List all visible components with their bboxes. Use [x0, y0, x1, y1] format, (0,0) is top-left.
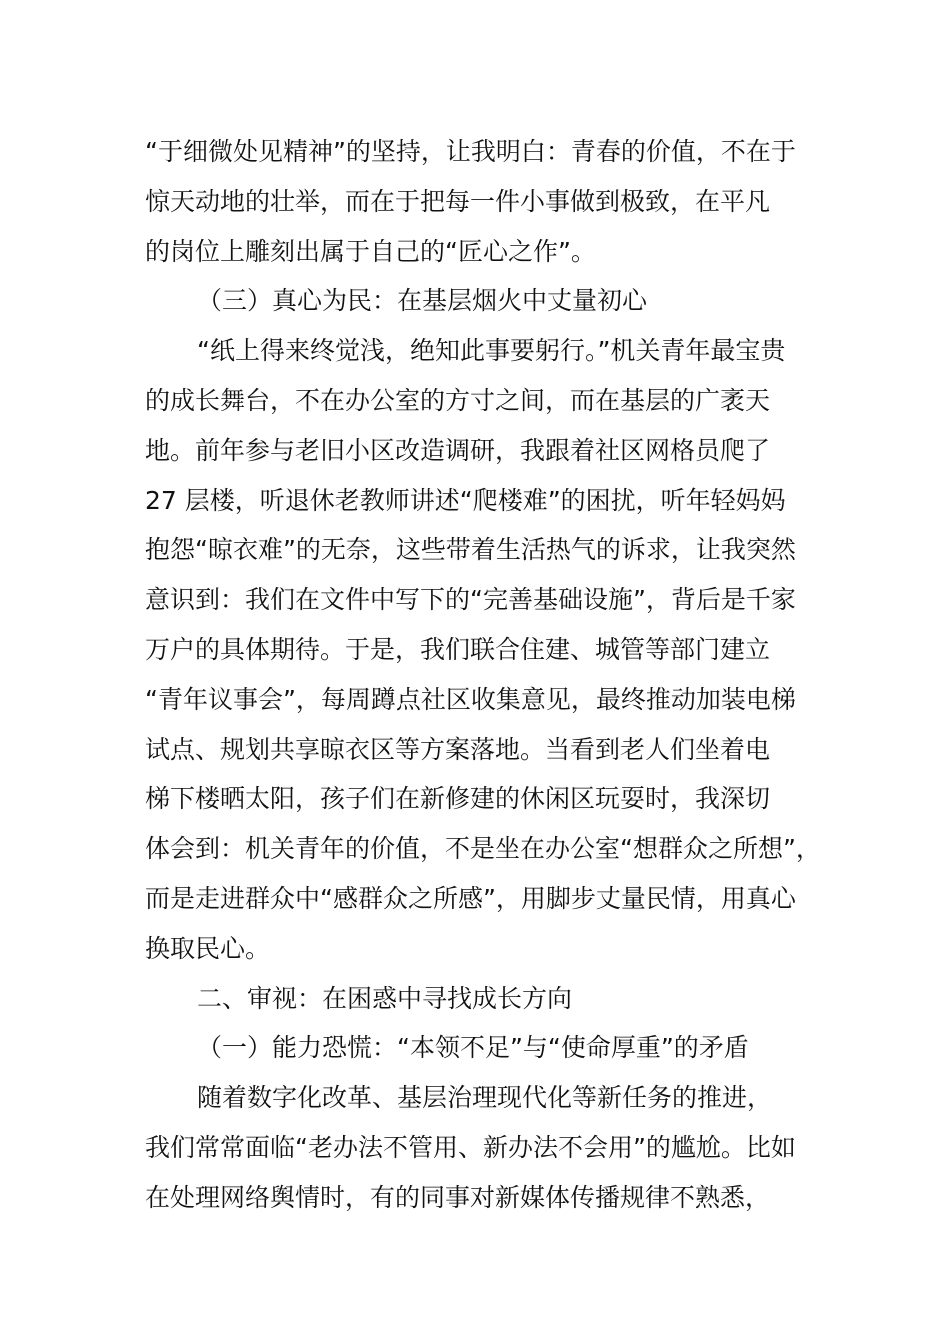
text-line: 在处理网络舆情时，有的同事对新媒体传播规律不熟悉， — [145, 1182, 771, 1212]
text-line: “于细微处见精神”的坚持，让我明白：青春的价值，不在于 — [145, 137, 796, 166]
text-line: 地。前年参与老旧小区改造调研，我跟着社区网格员爬了 — [145, 435, 771, 465]
chapter-heading: 二、审视：在困惑中寻找成长方向 — [197, 983, 573, 1013]
text-line: 抱怨“晾衣难”的无奈，这些带着生活热气的诉求，让我突然 — [145, 535, 796, 565]
text-line: 的成长舞台，不在办公室的方寸之间，而在基层的广袤天 — [145, 385, 771, 415]
text-line: 梯下楼晒太阳，孩子们在新修建的休闲区玩耍时，我深切 — [145, 784, 771, 814]
text-line: 惊天动地的壮举，而在于把每一件小事做到极致，在平凡 — [145, 186, 771, 216]
section-heading: （三）真心为民：在基层烟火中丈量初心 — [197, 286, 648, 316]
paragraph-start: “纸上得来终觉浅，绝知此事要躬行。”机关青年最宝贵 — [197, 336, 786, 366]
text-line: “青年议事会”，每周蹲点社区收集意见，最终推动加装电梯 — [145, 684, 796, 714]
text-line: 体会到：机关青年的价值，不是坐在办公室“想群众之所想”， — [145, 834, 821, 864]
text-line: 意识到：我们在文件中写下的“完善基础设施”，背后是千家 — [145, 585, 796, 615]
text-line: 试点、规划共享晾衣区等方案落地。当看到老人们坐着电 — [145, 734, 771, 764]
section-heading: （一）能力恐慌：“本领不足”与“使命厚重”的矛盾 — [197, 1033, 749, 1063]
text-line: 万户的具体期待。于是，我们联合住建、城管等部门建立 — [145, 634, 771, 664]
paragraph-start: 随着数字化改革、基层治理现代化等新任务的推进， — [197, 1083, 773, 1113]
text-line: 而是走进群众中“感群众之所感”，用脚步丈量民情，用真心 — [145, 883, 796, 913]
text-line: 的岗位上雕刻出属于自己的“匠心之作”。 — [145, 236, 596, 266]
text-line: 换取民心。 — [145, 933, 271, 963]
text-line: 我们常常面临“老办法不管用、新办法不会用”的尴尬。比如 — [145, 1132, 796, 1162]
text-line: 27 层楼，听退休老教师讲述“爬楼难”的困扰，听年轻妈妈 — [145, 485, 786, 515]
body-text — [145, 127, 821, 1223]
